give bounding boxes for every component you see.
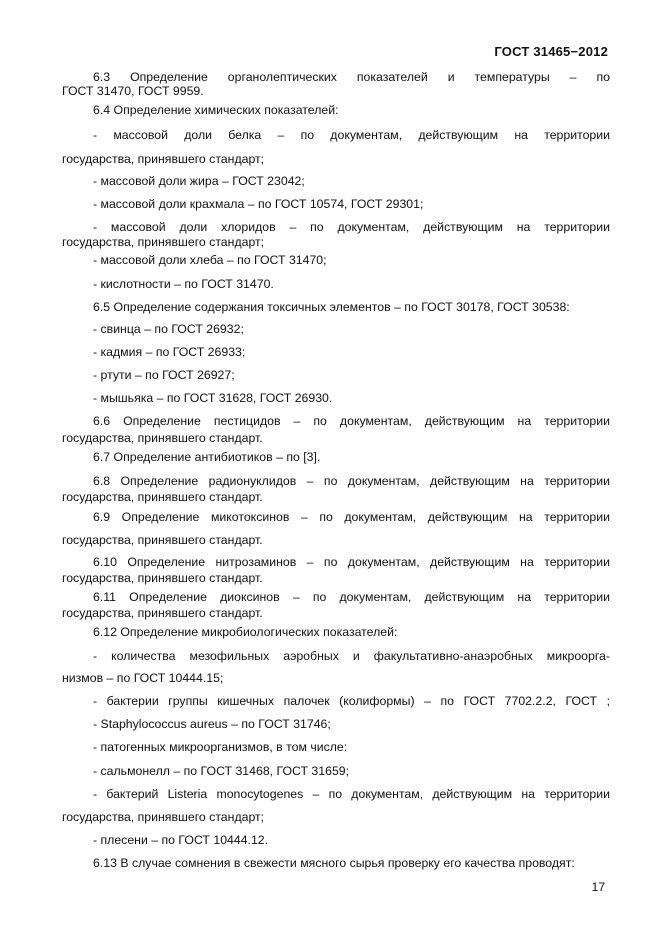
text-line: государства, принявшего стандарт. <box>62 431 263 445</box>
text-line: - кислотности – по ГОСТ 31470. <box>93 277 274 291</box>
text-line: 6.13 В случае сомнения в свежести мясного сырья проверку его качества проводят: <box>93 856 575 870</box>
text-line: - количества мезофильных аэробных и факультативно-анаэробных микроорга- <box>93 649 610 663</box>
text-line: - массовой доли хлеба – по ГОСТ 31470; <box>93 253 327 267</box>
text-line: - бактерии группы кишечных палочек (колиформы) – по ГОСТ 7702.2.2, ГОСТ ; <box>93 694 610 708</box>
text-line: - массовой доли жира – ГОСТ 23042; <box>93 174 305 188</box>
document-header: ГОСТ 31465−2012 <box>494 44 608 59</box>
text-line: - массовой доли хлоридов – по документам, действующим на территории <box>93 220 610 234</box>
text-line: - кадмия – по ГОСТ 26933; <box>93 345 246 359</box>
text-line: низмов – по ГОСТ 10444.15; <box>62 671 224 685</box>
text-line: ГОСТ 31470, ГОСТ 9959. <box>62 84 204 98</box>
text-line: - массовой доли белка – по документам, действующим на территории <box>93 128 610 142</box>
text-line: - мышьяка – по ГОСТ 31628, ГОСТ 26930. <box>93 391 333 405</box>
text-line: государства, принявшего стандарт. <box>62 571 263 585</box>
text-line: - свинца – по ГОСТ 26932; <box>93 322 244 336</box>
text-line: государства, принявшего стандарт. <box>62 606 263 620</box>
text-line: 6.10 Определение нитрозаминов – по документам, действующим на территории <box>93 555 610 569</box>
text-line: 6.12 Определение микробиологических показателей: <box>93 625 398 639</box>
text-line: - массовой доли крахмала – по ГОСТ 10574, ГОСТ 29301; <box>93 197 424 211</box>
text-line: государства, принявшего стандарт. <box>62 533 263 547</box>
text-line: - бактерий Listeria monocytogenes – по документам, действующим на территории <box>93 787 610 801</box>
text-line: 6.6 Определение пестицидов – по документам, действующим на территории <box>93 414 610 428</box>
text-line: 6.8 Определение радионуклидов – по документам, действующим на территории <box>93 474 610 488</box>
text-line: 6.5 Определение содержания токсичных элементов – по ГОСТ 30178, ГОСТ 30538: <box>93 300 570 314</box>
text-line: - Staphylococcus aureus – по ГОСТ 31746; <box>93 717 331 731</box>
text-line: 6.4 Определение химических показателей: <box>93 103 339 117</box>
text-line: - ртути – по ГОСТ 26927; <box>93 368 235 382</box>
text-line: государства, принявшего стандарт; <box>62 810 265 824</box>
text-line: 6.9 Определение микотоксинов – по документам, действующим на территории <box>93 510 610 524</box>
text-line: государства, принявшего стандарт; <box>62 235 265 249</box>
text-line: 6.3 Определение органолептических показателей и температуры – по <box>93 70 610 84</box>
text-line: - плесени – по ГОСТ 10444.12. <box>93 833 269 847</box>
text-line: - патогенных микроорганизмов, в том числе: <box>93 740 348 754</box>
text-line: государства, принявшего стандарт. <box>62 490 263 504</box>
text-line: 6.7 Определение антибиотиков – по [3]. <box>93 450 321 464</box>
text-line: - сальмонелл – по ГОСТ 31468, ГОСТ 31659; <box>93 764 350 778</box>
page-number: 17 <box>591 880 605 894</box>
text-line: государства, принявшего стандарт; <box>62 152 265 166</box>
text-line: 6.11 Определение диоксинов – по документам, действующим на территории <box>93 590 610 604</box>
